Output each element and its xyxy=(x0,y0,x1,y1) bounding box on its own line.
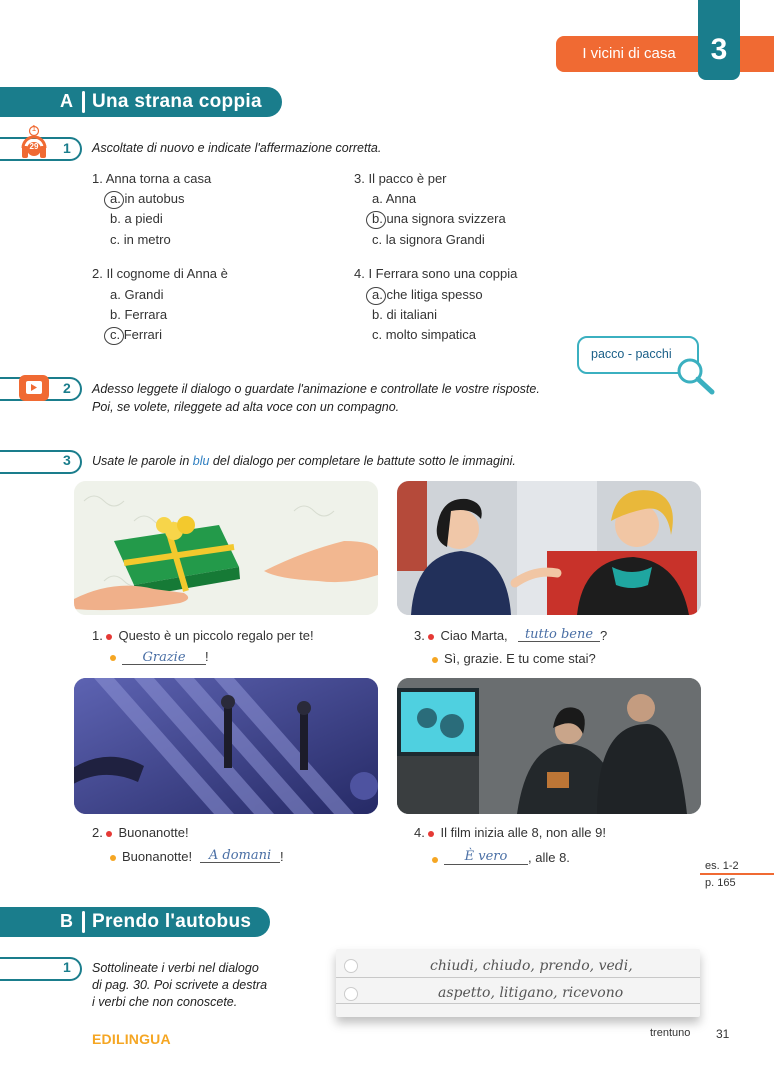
answer-line xyxy=(444,864,528,865)
workbook-reference-exercises[interactable]: es. 1-2 xyxy=(705,860,739,872)
caption-line: Sì, grazie. E tu come stai? xyxy=(432,651,596,666)
answer-option[interactable]: c. molto simpatica xyxy=(372,327,477,342)
section-a-letter: A xyxy=(60,91,73,111)
answer-option[interactable]: c. in metro xyxy=(110,232,171,247)
exercise-instruction: Adesso leggete il dialogo o guardate l'animazione e controllate le vostre risposte. xyxy=(92,382,540,396)
reference-divider xyxy=(700,873,774,875)
exercise-instruction: Sottolineate i verbi nel dialogo xyxy=(92,961,259,975)
exercise-number: 1 xyxy=(63,959,71,975)
answer-line xyxy=(518,641,600,642)
section-a-title: Una strana coppia xyxy=(92,91,262,112)
selected-answer-circle xyxy=(366,287,386,305)
answer-line xyxy=(200,862,280,863)
workbook-reference-page[interactable]: p. 165 xyxy=(705,877,736,889)
chapter-bar xyxy=(740,36,774,72)
answer-option[interactable]: a. Anna xyxy=(372,191,417,206)
handwritten-answer[interactable]: tutto bene xyxy=(524,627,594,642)
exercise-instruction: Ascoltate di nuovo e indicate l'affermazione corretta. xyxy=(92,141,382,155)
orange-bullet-icon xyxy=(110,649,122,667)
orange-bullet-icon xyxy=(110,855,116,861)
question-stem: 1. Anna torna a casa xyxy=(92,171,212,186)
section-b-title: Prendo l'autobus xyxy=(92,911,252,932)
caption-line: 1. Questo è un piccolo regalo per te! xyxy=(92,628,314,643)
handwritten-answer[interactable]: Grazie xyxy=(142,650,186,665)
section-a-divider xyxy=(82,91,85,113)
vocabulary-text: pacco - pacchi xyxy=(591,347,672,361)
exercise-instruction: di pag. 30. Poi scrivete a destra xyxy=(92,978,268,992)
question-stem: 3. Il pacco è per xyxy=(354,171,447,186)
exercise-instruction: Usate le parole in blu del dialogo per completare le battute sotto le immagini. xyxy=(92,454,516,468)
illustration-night xyxy=(74,678,378,814)
caption-punct: ? xyxy=(600,628,608,643)
answer-option[interactable]: a. Grandi xyxy=(110,287,164,302)
section-b-divider xyxy=(82,911,85,933)
red-bullet-icon xyxy=(106,634,112,640)
section-b-letter: B xyxy=(60,911,73,931)
handwritten-answer[interactable]: A domani xyxy=(208,848,272,863)
exercise-number: 1 xyxy=(63,140,71,156)
page-number-word: trentuno xyxy=(650,1027,691,1039)
page-number: 31 xyxy=(716,1027,730,1041)
illustration-movie xyxy=(397,678,701,814)
selected-answer-circle xyxy=(104,191,124,209)
blue-word: blu xyxy=(192,454,210,468)
exercise-instruction: i verbi che non conoscete. xyxy=(92,995,238,1009)
magnifier-icon xyxy=(674,356,716,396)
video-icon[interactable] xyxy=(19,375,49,401)
caption-line: 4. Il film inizia alle 8, non alle 9! xyxy=(414,825,606,840)
exercise-instruction: Poi, se volete, rileggete ad alta voce con un compagno. xyxy=(92,400,400,414)
exercise-number: 2 xyxy=(63,380,71,396)
selected-answer-circle xyxy=(104,327,124,345)
chapter-title: I vicini di casa xyxy=(556,36,702,72)
handwritten-verbs: aspetto, litigano, ricevono xyxy=(438,985,624,1001)
selected-answer-circle xyxy=(366,211,386,229)
caption-line: 3. Ciao Marta, xyxy=(414,628,508,643)
answer-line xyxy=(122,664,206,665)
illustration-greeting xyxy=(397,481,701,615)
answer-option[interactable]: c. la signora Grandi xyxy=(372,232,485,247)
red-bullet-icon xyxy=(428,634,434,640)
chapter-number: 3 xyxy=(698,0,740,80)
red-bullet-icon xyxy=(106,831,112,837)
illustration-gift xyxy=(74,481,378,615)
answer-option[interactable]: b. a piedi xyxy=(110,211,163,226)
caption-punct: ! xyxy=(280,849,284,864)
answer-option[interactable]: b. di italiani xyxy=(372,307,438,322)
answer-option[interactable]: c. Ferrari xyxy=(110,327,162,342)
answer-option[interactable]: b. Ferrara xyxy=(110,307,168,322)
caption-line: Buonanotte! xyxy=(110,849,192,864)
exercise-number: 3 xyxy=(63,452,71,468)
audio-track-number: 29 xyxy=(29,142,39,151)
question-stem: 2. Il cognome di Anna è xyxy=(92,266,228,281)
caption-line: 2. Buonanotte! xyxy=(92,825,189,840)
notebook-note xyxy=(336,949,700,1017)
orange-bullet-icon xyxy=(432,657,438,663)
handwritten-answer[interactable]: È vero xyxy=(464,849,508,864)
answer-option[interactable]: b. una signora svizzera xyxy=(372,211,506,226)
caption-punct: , alle 8. xyxy=(528,850,570,865)
answer-option[interactable]: a. che litiga spesso xyxy=(372,287,483,302)
audio-cd-number: 1 xyxy=(31,124,37,133)
question-stem: 4. I Ferrara sono una coppia xyxy=(354,266,518,281)
publisher-logo: EDILINGUA xyxy=(92,1031,171,1047)
orange-bullet-icon xyxy=(432,851,444,869)
caption-punct: ! xyxy=(205,649,209,664)
red-bullet-icon xyxy=(428,831,434,837)
answer-option[interactable]: a. in autobus xyxy=(110,191,185,206)
handwritten-verbs: chiudi, chiudo, prendo, vedi, xyxy=(430,958,633,974)
